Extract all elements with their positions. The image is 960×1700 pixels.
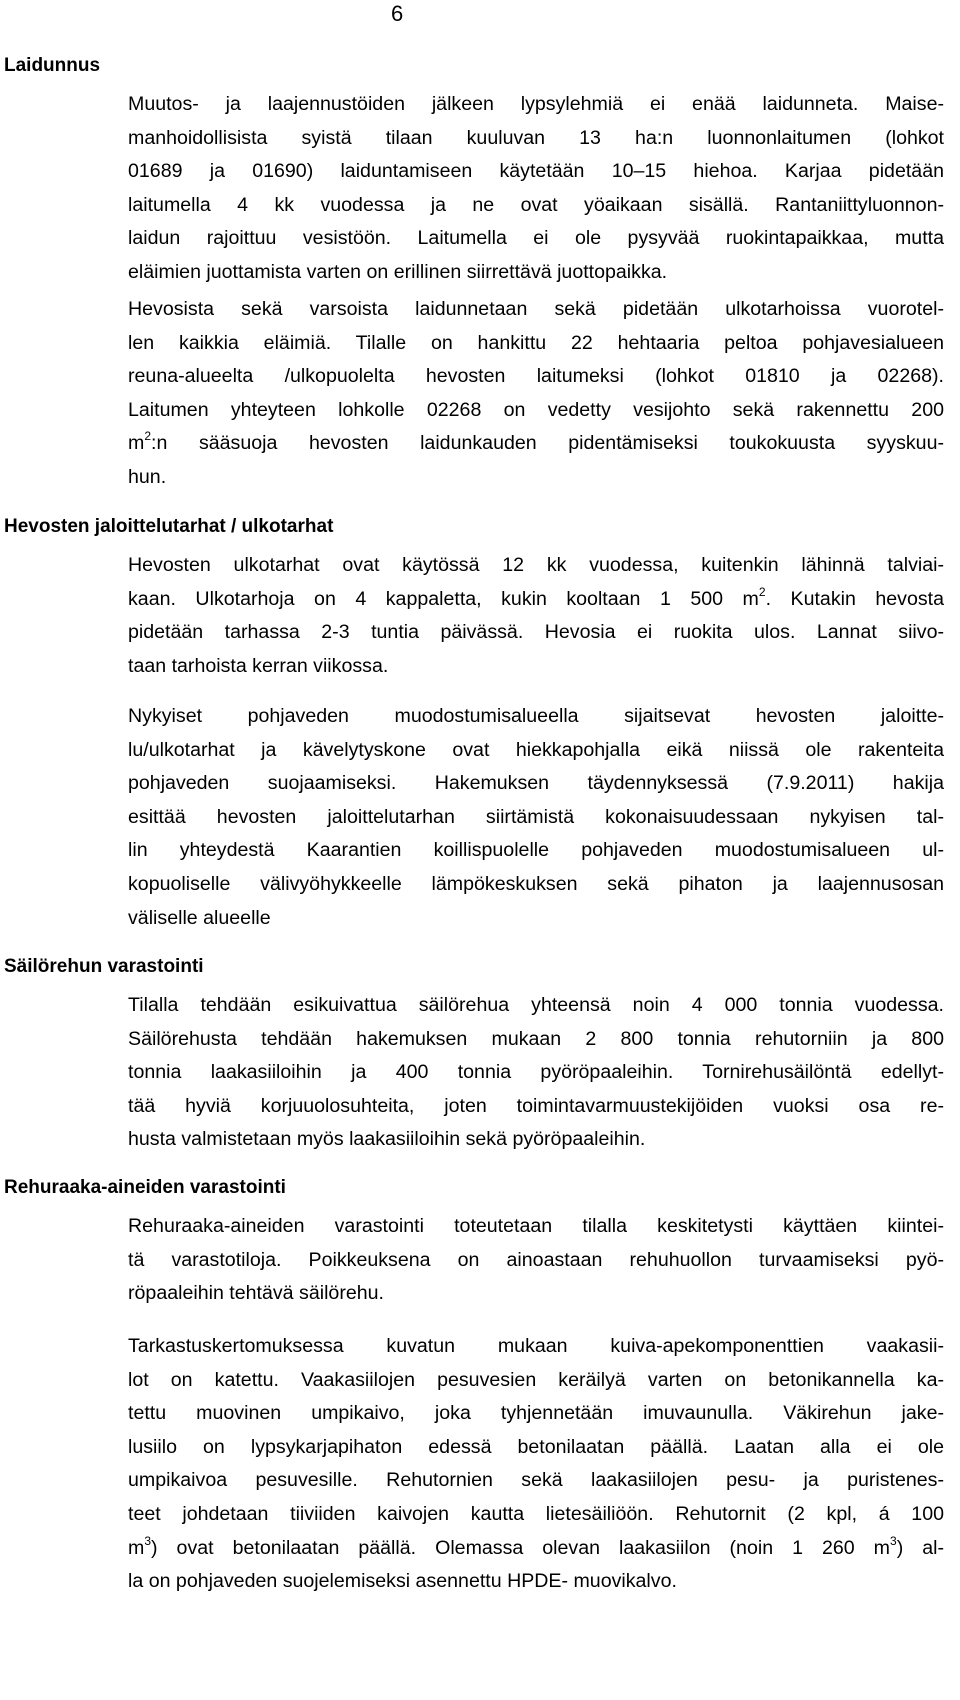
text-line: lin yhteydestä Kaarantien koillispuolelle pohjaveden muodostumisalueen ul- — [128, 839, 944, 862]
text-line: la on pohjaveden suojelemiseksi asennettu HPDE- muovikalvo. — [128, 1570, 677, 1593]
text-line: hun. — [128, 465, 167, 488]
section-heading-rehuraaka-aineet: Rehuraaka-aineiden varastointi — [4, 1177, 286, 1198]
text-line: 01689 ja 01690) laiduntamiseen käytetään 10–15 hiehoa. Karjaa pidetään — [128, 160, 944, 183]
text-line — [128, 583, 944, 617]
text-fragment: ) al- — [896, 1536, 945, 1559]
text-line: manhoidollisista syistä tilaan kuuluvan 13 ha:n luonnonlaitumen (lohkot — [128, 126, 944, 149]
text-line: tää hyviä korjuuolosuhteita, joten toimintavarmuustekijöiden vuoksi osa re- — [128, 1094, 944, 1117]
text-line: Tilalla tehdään esikuivattua säilörehua yhteensä noin 4 000 tonnia vuodessa. — [128, 994, 944, 1016]
text-line: pohjaveden suojaamiseksi. Hakemuksen täydennyksessä (7.9.2011) hakija — [128, 772, 944, 795]
text-line: reuna-alueelta /ulkopuolelta hevosten laitumeksi (lohkot 01810 ja 02268). — [128, 365, 944, 388]
section-heading-sailorehu: Säilörehun varastointi — [4, 956, 204, 977]
superscript: 2 — [758, 584, 766, 599]
text-line: umpikaivoa pesuvesille. Rehutornien sekä laakasiilojen pesu- ja puristenes- — [128, 1469, 944, 1492]
text-line: Tarkastuskertomuksessa kuvatun mukaan kuiva-apekomponenttien vaakasii- — [128, 1335, 944, 1357]
text-line: Hevosten ulkotarhat ovat käytössä 12 kk vuodessa, kuitenkin lähinnä talviai- — [128, 554, 944, 576]
superscript: 2 — [144, 429, 152, 444]
superscript: 3 — [890, 1533, 897, 1548]
text-line: lot on katettu. Vaakasiilojen pesuvesien keräilyä varten on betonikannella ka- — [128, 1368, 944, 1391]
text-line: laitumella 4 kk vuodessa ja ne ovat yöaikaan sisällä. Rantaniittyluonnon- — [128, 193, 944, 216]
text-line — [128, 427, 944, 461]
text-line: kopuoliselle välivyöhykkeelle lämpökeskuksen sekä pihaton ja laajennusosan — [128, 872, 944, 895]
superscript: 3 — [144, 1533, 152, 1548]
text-line: röpaaleihin tehtävä säilörehu. — [128, 1282, 384, 1305]
text-fragment: . Kutakin hevosta — [765, 587, 944, 610]
text-line: Laitumen yhteyteen lohkolle 02268 on vedetty vesijohto sekä rakennettu 200 — [128, 398, 944, 421]
text-line: taan tarhoista kerran viikossa. — [128, 654, 389, 677]
text-line: husta valmistetaan myös laakasiiloihin sekä pyöröpaaleihin. — [128, 1128, 646, 1151]
text-line: esittää hevosten jaloittelutarhan siirtämistä kokonaisuudessaan nykyisen tal- — [128, 805, 944, 828]
text-line: lu/ulkotarhat ja kävelytyskone ovat hiekkapohjalla eikä niissä ole rakenteita — [128, 738, 944, 761]
paragraph-jaloittelutarhat-2 — [128, 700, 944, 935]
paragraph-rehuraaka-aineet-1 — [128, 1210, 944, 1311]
text-line: tettu muovinen umpikaivo, joka tyhjennetään imuvaunulla. Väkirehun jake- — [128, 1402, 944, 1425]
text-fragment: m — [128, 1536, 145, 1559]
text-line — [128, 1532, 944, 1566]
text-line: tonnia laakasiiloihin ja 400 tonnia pyöröpaaleihin. Tornirehusäilöntä edellyt- — [128, 1061, 944, 1084]
text-fragment: :n sääsuoja hevosten laidunkauden pidentämiseksi toukokuusta syyskuu- — [151, 432, 944, 455]
paragraph-rehuraaka-aineet-2 — [128, 1330, 944, 1599]
text-line: Muutos- ja laajennustöiden jälkeen lypsylehmiä ei enää laidunneta. Maise- — [128, 93, 944, 115]
section-heading-laidunnus: Laidunnus — [4, 55, 101, 76]
section-heading-jaloittelutarhat: Hevosten jaloittelutarhat / ulkotarhat — [4, 516, 334, 537]
text-line: Säilörehusta tehdään hakemuksen mukaan 2 800 tonnia rehutorniin ja 800 — [128, 1027, 944, 1050]
paragraph-jaloittelutarhat-1 — [128, 549, 944, 683]
paragraph-sailorehu-1 — [128, 989, 944, 1157]
text-line: eläimien juottamista varten on erillinen siirrettävä juottopaikka. — [128, 260, 668, 283]
text-line: pidetään tarhassa 2-3 tuntia päivässä. Hevosia ei ruokita ulos. Lannat siivo- — [128, 621, 944, 644]
text-line: laidun rajoittuu vesistöön. Laitumella ei ole pysyvää ruokintapaikkaa, mutta — [128, 227, 944, 250]
paragraph-laidunnus-2 — [128, 293, 944, 495]
text-line: väliselle alueelle — [128, 906, 271, 929]
text-fragment: ) ovat betonilaatan päällä. Olemassa olevan laakasiilon (noin 1 260 m — [151, 1536, 891, 1559]
text-line: lusiilo on lypsykarjapihaton edessä betonilaatan päällä. Laatan alla ei ole — [128, 1435, 944, 1458]
text-line: Rehuraaka-aineiden varastointi toteutetaan tilalla keskitetysti käyttäen kiintei- — [128, 1215, 944, 1237]
page-number: 6 — [391, 1, 404, 26]
text-fragment: m — [128, 432, 145, 455]
text-line: Hevosista sekä varsoista laidunnetaan sekä pidetään ulkotarhoissa vuorotel- — [128, 298, 944, 320]
paragraph-laidunnus-1 — [128, 88, 944, 290]
text-line: tä varastotiloja. Poikkeuksena on ainoastaan rehuhuollon turvaamiseksi pyö- — [128, 1248, 944, 1271]
text-line: teet johdetaan tiiviiden kaivojen kautta lietesäiliöön. Rehutornit (2 kpl, á 100 — [128, 1502, 944, 1525]
text-line: Nykyiset pohjaveden muodostumisalueella sijaitsevat hevosten jaloitte- — [128, 705, 944, 727]
text-fragment: kaan. Ulkotarhoja on 4 kappaletta, kukin kooltaan 1 500 m — [128, 587, 759, 610]
text-line: len kaikkia eläimiä. Tilalle on hankittu 22 hehtaaria peltoa pohjavesialueen — [128, 331, 944, 354]
